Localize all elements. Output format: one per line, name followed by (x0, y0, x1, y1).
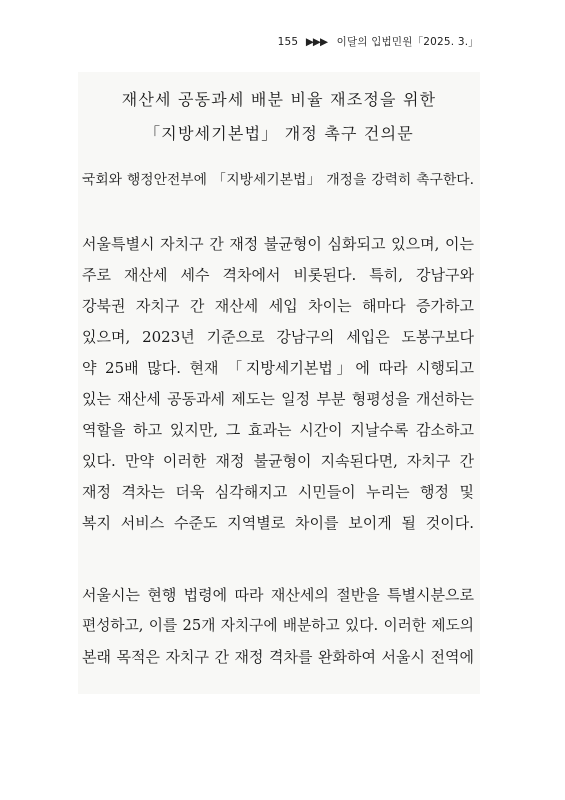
paragraph-1-line: 있으며, 2023년 기준으로 강남구의 세입은 도봉구보다 (82, 328, 474, 346)
paragraph-1-line: 재정 격차는 더욱 심각해지고 시민들이 누리는 행정 및 (82, 483, 474, 501)
paragraph-1-line: 복지 서비스 수준도 지역별로 차이를 보이게 될 것이다. (82, 514, 474, 532)
publication-title: 이달의 입법민원「2025. 3.」 (336, 36, 479, 48)
paragraph-1-line: 강북권 자치구 간 재산세 세입 차이는 해마다 증가하고 (82, 297, 474, 315)
page-number: 155 (277, 36, 299, 48)
document-title-line-1: 재산세 공동과세 배분 비율 재조정을 위한 (121, 90, 437, 109)
arrow-icon: ▶▶▶ (305, 36, 328, 48)
paragraph-1-line: 역할을 하고 있지만, 그 효과는 시간이 지날수록 감소하고 (82, 421, 474, 439)
paragraph-1-line: 주로 재산세 세수 격차에서 비롯된다. 특히, 강남구와 (82, 266, 474, 284)
paragraph-2-line: 편성하고, 이를 25개 자치구에 배분하고 있다. 이러한 제도의 (82, 617, 474, 634)
paragraph-1-line: 약 25배 많다. 현재 「지방세기본법」에 따라 시행되고 (82, 359, 474, 377)
paragraph-2-line: 본래 목적은 자치구 간 재정 격차를 완화하여 서울시 전역에 (82, 648, 474, 666)
paragraph-1-line: 있는 재산세 공동과세 제도는 일정 부분 형평성을 개선하는 (82, 390, 474, 408)
paragraph-1-line: 있다. 만약 이러한 재정 불균형이 지속된다면, 자치구 간 (82, 452, 474, 470)
page-header (278, 34, 479, 49)
lead-sentence: 국회와 행정안전부에 「지방세기본법」 개정을 강력히 촉구한다. (82, 172, 474, 188)
document-title-line-2: 「지방세기본법」 개정 촉구 건의문 (144, 124, 414, 143)
paragraph-1-line: 서울특별시 자치구 간 재정 불균형이 심화되고 있으며, 이는 (82, 235, 474, 253)
paragraph-2-line: 서울시는 현행 법령에 따라 재산세의 절반을 특별시분으로 (82, 586, 474, 604)
